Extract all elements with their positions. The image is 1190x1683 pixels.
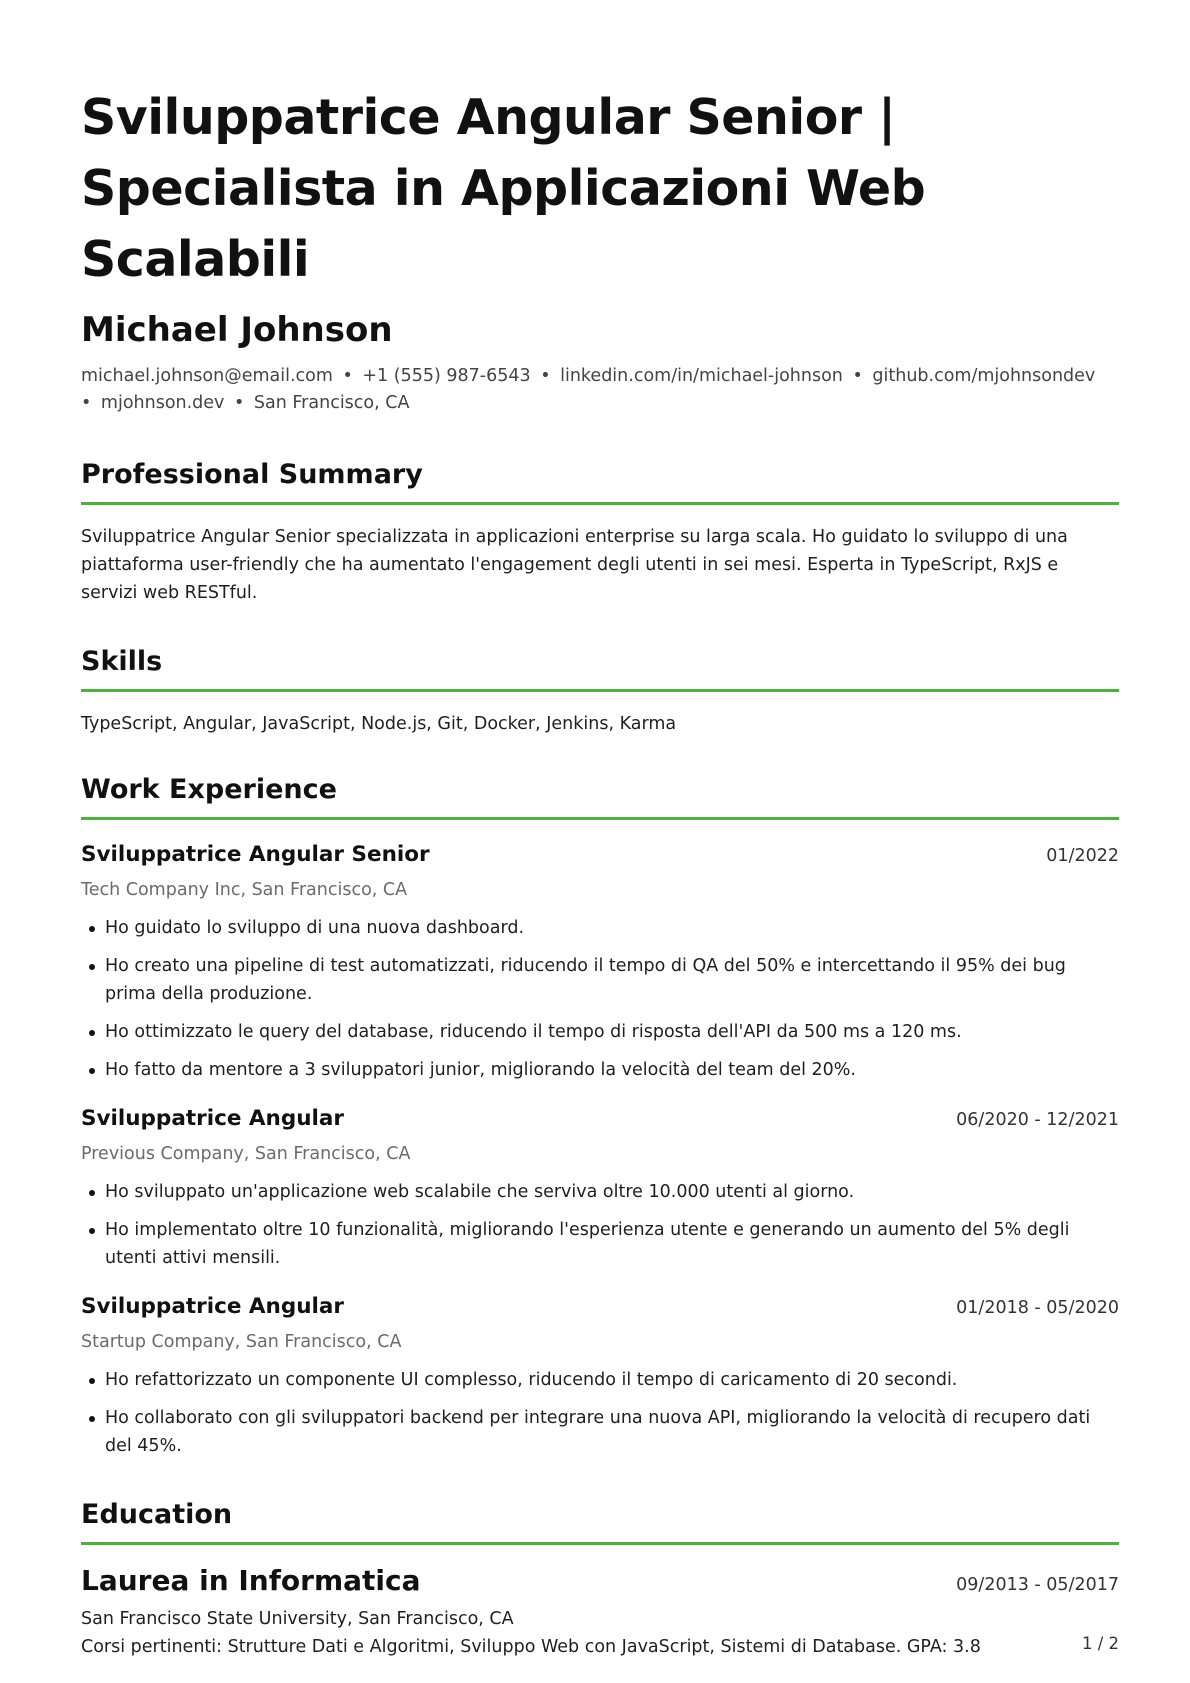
bullet-text: Ho creato una pipeline di test automatizzati, riducendo il tempo di QA del 50% e intercettando il 95% dei bug prima della produzione.: [105, 956, 1066, 1004]
bullet-text: Ho sviluppato un'applicazione web scalabile che serviva oltre 10.000 utenti al giorno.: [105, 1182, 855, 1202]
contact-separator: •: [342, 366, 353, 386]
bullet-text: Ho collaborato con gli sviluppatori backend per integrare una nuova API, migliorando la velocità di recupero dati del 45%.: [105, 1408, 1091, 1456]
job-date: 01/2022: [1046, 846, 1119, 866]
list-item: [81, 1404, 1119, 1460]
education-details: Corsi pertinenti: Strutture Dati e Algoritmi, Sviluppo Web con JavaScript, Sistemi di Database. GPA: 3.8: [81, 1637, 981, 1657]
bullet-icon: [89, 1378, 95, 1384]
headline-line-1: Sviluppatrice Angular Senior |: [81, 89, 896, 146]
skills-section: [81, 645, 1119, 738]
job-entry: [81, 1104, 1119, 1272]
job-bullets: [81, 1178, 1119, 1272]
summary-text: Sviluppatrice Angular Senior specializzata in applicazioni enterprise su larga scala. Ho guidato lo sviluppo di una piattaforma user-friendly che ha aumentato l'engagement degli utenti in sei mesi. Esperta in TypeScript, RxJS e servizi web RESTful.: [81, 527, 1068, 603]
bullet-icon: [89, 1416, 95, 1422]
job-bullets: [81, 1366, 1119, 1460]
bullet-icon: [89, 1228, 95, 1234]
contact-info: [81, 363, 1119, 417]
job-company: Previous Company, San Francisco, CA: [81, 1144, 411, 1164]
contact-phone[interactable]: +1 (555) 987-6543: [362, 366, 531, 386]
bullet-text: Ho ottimizzato le query del database, riducendo il tempo di risposta dell'API da 500 ms a 120 ms.: [105, 1022, 962, 1042]
school-name: San Francisco State University, San Francisco, CA: [81, 1609, 514, 1629]
bullet-text: Ho implementato oltre 10 funzionalità, migliorando l'esperienza utente e generando un aumento del 5% degli utenti attivi mensili.: [105, 1220, 1070, 1268]
degree-title: Laurea in Informatica: [81, 1564, 421, 1597]
candidate-name: Michael Johnson: [81, 310, 393, 350]
list-item: [81, 952, 1119, 1008]
education-title: Education: [81, 1499, 233, 1530]
contact-separator: •: [852, 366, 863, 386]
job-entry: [81, 840, 1119, 1084]
experience-section: [81, 773, 1119, 1460]
job-title: Sviluppatrice Angular: [81, 1294, 345, 1319]
bullet-icon: [89, 964, 95, 970]
job-title: Sviluppatrice Angular: [81, 1106, 345, 1131]
education-date: 09/2013 - 05/2017: [956, 1575, 1119, 1595]
job-company: Tech Company Inc, San Francisco, CA: [81, 880, 408, 900]
contact-location: San Francisco, CA: [253, 393, 410, 413]
resume-page: [81, 82, 1119, 1661]
skills-title: Skills: [81, 646, 163, 677]
contact-separator: •: [81, 393, 92, 413]
bullet-text: Ho guidato lo sviluppo di una nuova dashboard.: [105, 918, 525, 938]
summary-title: Professional Summary: [81, 459, 423, 490]
job-company: Startup Company, San Francisco, CA: [81, 1332, 402, 1352]
contact-email[interactable]: michael.johnson@email.com: [81, 366, 333, 386]
bullet-text: Ho fatto da mentore a 3 sviluppatori junior, migliorando la velocità del team del 20%.: [105, 1060, 856, 1080]
contact-github[interactable]: github.com/mjohnsondev: [872, 366, 1096, 386]
headline-line-2: Specialista in Applicazioni Web Scalabili: [81, 160, 926, 288]
list-item: [81, 1056, 1119, 1084]
contact-separator: •: [234, 393, 245, 413]
contact-separator: •: [540, 366, 551, 386]
bullet-icon: [89, 1190, 95, 1196]
job-bullets: [81, 914, 1119, 1084]
bullet-icon: [89, 1030, 95, 1036]
job-date: 01/2018 - 05/2020: [956, 1298, 1119, 1318]
bullet-icon: [89, 1068, 95, 1074]
list-item: [81, 1216, 1119, 1272]
contact-website[interactable]: mjohnson.dev: [100, 393, 225, 413]
list-item: [81, 1178, 1119, 1206]
list-item: [81, 914, 1119, 942]
page-number: 1 / 2: [1081, 1634, 1119, 1653]
skills-text: TypeScript, Angular, JavaScript, Node.js, Git, Docker, Jenkins, Karma: [81, 714, 677, 734]
section-divider: [81, 817, 1119, 820]
contact-linkedin[interactable]: linkedin.com/in/michael-johnson: [560, 366, 843, 386]
education-section: [81, 1498, 1119, 1661]
summary-section: [81, 458, 1119, 607]
list-item: [81, 1366, 1119, 1394]
list-item: [81, 1018, 1119, 1046]
job-entry: [81, 1292, 1119, 1460]
section-divider: [81, 1542, 1119, 1545]
section-divider: [81, 502, 1119, 505]
job-title: Sviluppatrice Angular Senior: [81, 842, 430, 867]
section-divider: [81, 689, 1119, 692]
experience-title: Work Experience: [81, 774, 337, 805]
bullet-text: Ho refattorizzato un componente UI complesso, riducendo il tempo di caricamento di 20 secondi.: [105, 1370, 958, 1390]
resume-headline: [81, 82, 1119, 295]
bullet-icon: [89, 926, 95, 932]
job-date: 06/2020 - 12/2021: [956, 1110, 1119, 1130]
